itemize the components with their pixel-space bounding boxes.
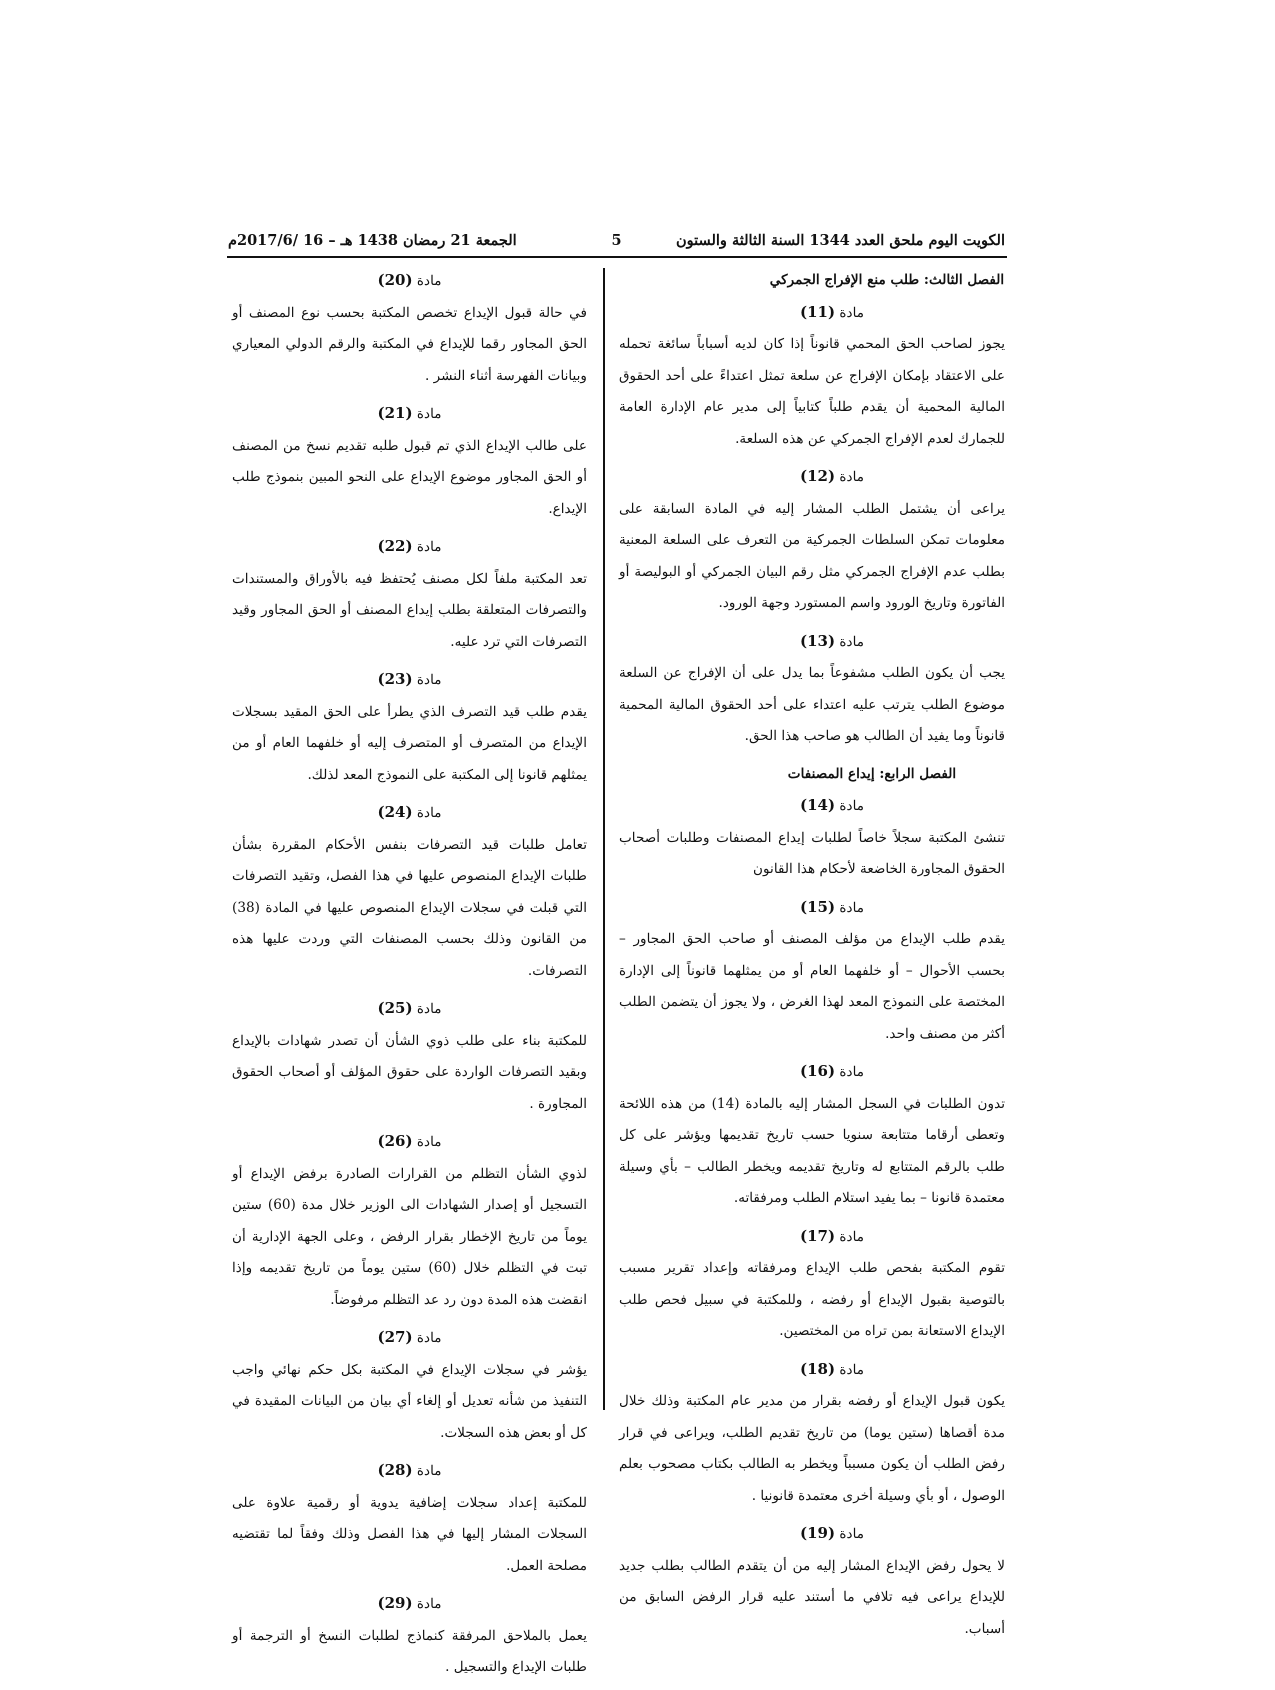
- article-body: لذوي الشأن التظلم من القرارات الصادرة برفض الإيداع أو التسجيل أو إصدار الشهادات الى الوزير خلال مدة (60) ستين يوماً من تاريخ الإخطار بقرار الرفض ، وعلى الجهة الإدارية أن تبت في التظلم خلال (60) ستين يوماً من تاريخ تقديمه وإذا انقضت هذه المدة دون رد عد التظلم مرفوضاً.: [232, 1165, 587, 1308]
- article-title: [232, 531, 587, 564]
- article-label: مادة: [416, 406, 442, 422]
- article-number: (24): [377, 803, 413, 821]
- article-title: [232, 993, 587, 1026]
- article-label: مادة: [416, 1001, 442, 1017]
- article-title: [232, 265, 587, 298]
- article-body: يكون قبول الإيداع أو رفضه بقرار من مدير عام المكتبة وذلك خلال مدة أقصاها (ستين يوما) من تاريخ تقديم الطلب، ويراعى في قرار رفض الطلب أن يكون مسبباً ويخطر به الطالب بكتاب مصحوب بعلم الوصول ، أو بأي وسيلة أخرى معتمدة قانونيا .: [619, 1393, 1005, 1504]
- article-label: مادة: [839, 633, 865, 650]
- article-title: [232, 1455, 587, 1488]
- article-number: (25): [377, 999, 413, 1017]
- article-number: (26): [377, 1132, 413, 1150]
- article-number: (22): [377, 537, 413, 555]
- article-number: (28): [377, 1461, 413, 1479]
- article-number: (15): [799, 897, 836, 916]
- article-label: مادة: [416, 805, 442, 821]
- issue-date: الجمعة 21 رمضان 1438 هـ – 16 /2017/6م: [228, 232, 517, 249]
- article-label: مادة: [839, 1064, 865, 1080]
- article-body: للمكتبة بناء على طلب ذوي الشأن أن تصدر شهادات بالإيداع وبقيد التصرفات الواردة على حقوق المؤلف أو أصحاب الحقوق المجاورة .: [232, 1032, 587, 1112]
- article-body: تدون الطلبات في السجل المشار إليه بالمادة (14) من هذه اللائحة وتعطى أرقاما متتابعة سنويا حسب تاريخ تقديمها ويؤشر على كل طلب بالرقم المتتابع له وتاريخ تقديمه ويخطر الطالب – بأي وسيلة معتمدة قانونا – بما يفيد استلام الطلب ومرفقاته.: [619, 1095, 1005, 1206]
- article-number: (27): [377, 1328, 413, 1346]
- article-title: [232, 664, 587, 697]
- article-label: مادة: [839, 1361, 865, 1378]
- article-number: (12): [799, 467, 836, 485]
- header-rule: [227, 256, 1007, 258]
- article-number: (17): [799, 1226, 836, 1245]
- gazette-issue-info: الكويت اليوم ملحق العدد 1344 السنة الثالثة والستون: [676, 232, 1005, 249]
- article-label: مادة: [839, 798, 865, 814]
- article-body: يقدم طلب قيد التصرف الذي يطرأ على الحق المقيد بسجلات الإيداع من المتصرف أو المتصرف إليه أو خلفهما العام أو من يمثلهم قانونا إلى المكتبة على النموذج المعد لذلك.: [232, 703, 587, 783]
- article-number: (20): [377, 271, 413, 289]
- article-body: تقوم المكتبة بفحص طلب الإيداع ومرفقاته وإعداد تقرير مسبب بالتوصية بقبول الإيداع أو رفضه ، وللمكتبة في سبيل فحص طلب الإيداع الاستعانة بمن تراه من المختصين.: [619, 1260, 1005, 1339]
- article-number: (23): [377, 670, 413, 688]
- left-column: [232, 265, 587, 1690]
- article-body: يجب أن يكون الطلب مشفوعاً بما يدل على أن الإفراج عن السلعة موضوع الطلب يترتب عليه اعتداء على أحد الحقوق المالية المحمية قانوناً وما يفيد أن الطالب هو صاحب هذا الحق.: [619, 665, 1005, 744]
- article-title: [232, 1322, 587, 1355]
- article-title: [619, 1221, 1005, 1254]
- article-body: يراعى أن يشتمل الطلب المشار إليه في المادة السابقة على معلومات تمكن السلطات الجمركية من التعرف على السلعة المعنية بطلب عدم الإفراج الجمركي مثل رقم البيان الجمركي أو البوليصة أو الفاتورة وتاريخ الورود واسم المستورد وجهة الورود.: [619, 500, 1005, 611]
- article-body: تنشئ المكتبة سجلاً خاصاً لطلبات إيداع المصنفات وطلبات أصحاب الحقوق المجاورة الخاضعة لأحكام هذا القانون: [619, 829, 1005, 877]
- article-title: [619, 1354, 1005, 1387]
- article-label: مادة: [416, 672, 442, 688]
- article-number: (18): [799, 1359, 836, 1378]
- page-number: 5: [611, 232, 622, 249]
- article-title: [232, 1588, 587, 1621]
- article-number: (29): [377, 1594, 413, 1612]
- article-number: (13): [799, 631, 836, 650]
- article-label: مادة: [839, 1228, 865, 1245]
- chapter-title: الفصل الثالث: طلب منع الإفراج الجمركي: [769, 272, 1005, 288]
- right-column: [619, 265, 1005, 1651]
- article-number: (16): [799, 1062, 836, 1080]
- article-body: تعد المكتبة ملفاً لكل مصنف يُحتفظ فيه بالأوراق والمستندات والتصرفات المتعلقة بطلب إيداع المصنف أو الحق المجاور وقيد التصرفات التي ترد عليه.: [232, 570, 587, 650]
- article-number: (21): [377, 404, 413, 422]
- article-label: مادة: [839, 304, 865, 321]
- article-body: يقدم طلب الإيداع من مؤلف المصنف أو صاحب الحق المجاور – بحسب الأحوال – أو خلفهما العام أو من يمثلهما قانوناً إلى الإدارة المختصة على النموذج المعد لهذا الغرض ، ولا يجوز أن يتضمن الطلب أكثر من مصنف واحد.: [619, 931, 1005, 1042]
- article-title: [619, 892, 1005, 925]
- page-header: [228, 232, 1005, 258]
- article-body: تعامل طلبات قيد التصرفات بنفس الأحكام المقررة بشأن طلبات الإيداع المنصوص عليها في هذا الفصل، وتقيد التصرفات التي قبلت في سجلات الإيداع المنصوص عليها في المادة (38) من القانون وذلك بحسب المصنفات التي وردت عليها هذه التصرفات.: [232, 836, 587, 979]
- article-title: [619, 461, 1005, 494]
- article-body: يؤشر في سجلات الإيداع في المكتبة بكل حكم نهائي واجب التنفيذ من شأنه تعديل أو إلغاء أي بيان من البيانات المقيدة في كل أو بعض هذه السجلات.: [232, 1361, 587, 1441]
- chapter-title: الفصل الرابع: إيداع المصنفات: [787, 765, 957, 782]
- article-title: [619, 790, 1005, 823]
- article-label: مادة: [416, 1134, 442, 1150]
- article-body: لا يحول رفض الإيداع المشار إليه من أن يتقدم الطالب بطلب جديد للإيداع يراعى فيه تلافي ما أستند عليه قرار الرفض السابق من أسباب.: [619, 1557, 1005, 1637]
- article-title: [619, 1056, 1005, 1089]
- article-title: [619, 1518, 1005, 1551]
- article-title: [619, 626, 1005, 659]
- article-title: [232, 1126, 587, 1159]
- article-label: مادة: [416, 1596, 442, 1612]
- article-body: على طالب الإيداع الذي تم قبول طلبه تقديم نسخ من المصنف أو الحق المجاور موضوع الإيداع على النحو المبين بنموذج طلب الإيداع.: [232, 437, 587, 517]
- article-body: للمكتبة إعداد سجلات إضافية يدوية أو رقمية علاوة على السجلات المشار إليها في هذا الفصل وذلك وفقاً لما تقتضيه مصلحة العمل.: [232, 1494, 587, 1574]
- article-label: مادة: [416, 539, 442, 555]
- article-label: مادة: [416, 273, 442, 289]
- article-title: [232, 398, 587, 431]
- article-label: مادة: [839, 899, 865, 916]
- article-body: يجوز لصاحب الحق المحمي قانوناً إذا كان لديه أسباباً سائغة تحمله على الاعتقاد بإمكان الإفراج عن سلعة تمثل اعتداءً على أحد الحقوق المالية المحمية أن يقدم طلباً كتابياً إلى مدير عام الإدارة العامة للجمارك لعدم الإفراج الجمركي عن هذه السلعة.: [619, 336, 1005, 447]
- article-number: (14): [799, 796, 836, 814]
- article-number: (19): [799, 1524, 836, 1542]
- article-label: مادة: [416, 1330, 442, 1346]
- article-title: [619, 297, 1005, 330]
- article-number: (11): [799, 302, 836, 321]
- article-body: يعمل بالملاحق المرفقة كنماذج لطلبات النسخ أو الترجمة أو طلبات الإيداع والتسجيل .: [232, 1627, 587, 1675]
- article-title: [232, 797, 587, 830]
- column-divider: [603, 268, 605, 1410]
- article-label: مادة: [839, 1526, 865, 1542]
- article-label: مادة: [416, 1463, 442, 1479]
- article-label: مادة: [839, 469, 865, 485]
- article-body: في حالة قبول الإيداع تخصص المكتبة بحسب نوع المصنف أو الحق المجاور رقما للإيداع في المكتبة والرقم الدولي المعياري وبيانات الفهرسة أثناء النشر .: [232, 304, 587, 384]
